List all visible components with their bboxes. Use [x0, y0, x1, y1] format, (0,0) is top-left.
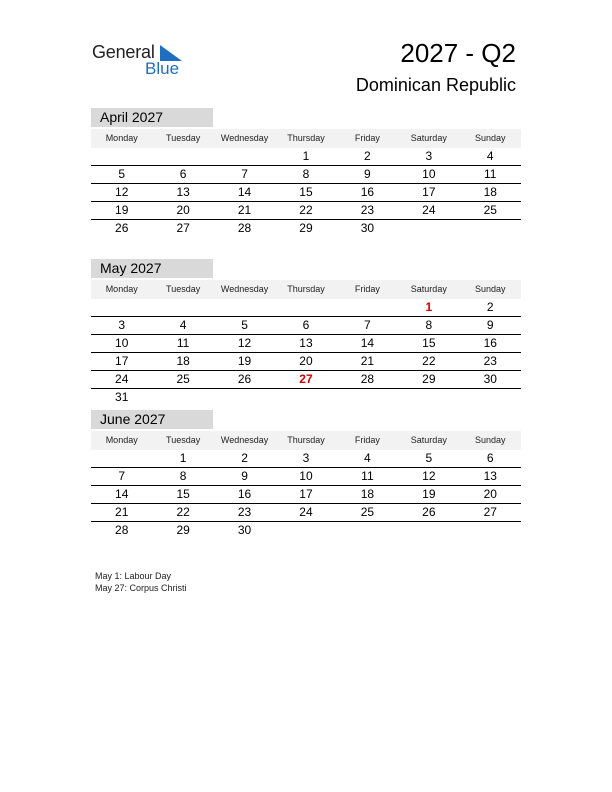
weekday-header: Saturday	[410, 435, 447, 445]
week-row	[91, 353, 521, 371]
day-cell: 26	[237, 372, 252, 386]
day-cell: 17	[299, 487, 313, 501]
day-cell: 5	[241, 318, 248, 332]
holiday-note: May 1: Labour Day	[95, 571, 172, 581]
weekday-header: Friday	[354, 284, 380, 294]
weekday-header: Wednesday	[220, 435, 269, 445]
day-cell: 8	[302, 167, 310, 181]
week-row	[91, 184, 521, 202]
day-cell: 6	[486, 451, 494, 465]
month-label: April 2027	[91, 108, 213, 127]
day-cell	[91, 148, 152, 165]
day-cell: 14	[115, 487, 129, 501]
day-cell: 22	[299, 203, 313, 217]
week-row	[91, 166, 521, 184]
day-cell: 12	[237, 336, 252, 350]
week-row	[91, 335, 521, 353]
day-cell: 25	[360, 505, 375, 519]
weekday-header: Thursday	[287, 435, 325, 445]
day-cell: 10	[115, 336, 129, 350]
weekday-header: Saturday	[410, 133, 447, 143]
day-cell: 9	[364, 167, 371, 181]
day-cell: 25	[176, 372, 190, 386]
logo-text-general: General	[92, 42, 155, 62]
day-cell: 2	[241, 451, 248, 465]
day-cell	[460, 389, 521, 406]
day-cell: 22	[176, 505, 190, 519]
week-row	[91, 317, 521, 335]
day-cell: 3	[425, 149, 433, 163]
day-cell: 4	[486, 149, 494, 163]
day-cell: 24	[299, 505, 313, 519]
day-cell: 27	[176, 221, 190, 235]
day-cell: 14	[237, 185, 252, 199]
weekday-header: Monday	[105, 435, 138, 445]
month-label: May 2027	[91, 259, 213, 278]
day-cell: 18	[360, 487, 375, 501]
day-cell: 28	[115, 523, 129, 537]
day-cell	[214, 148, 275, 165]
day-cell: 13	[483, 469, 497, 483]
day-cell: 19	[115, 203, 129, 217]
weekday-header: Friday	[354, 133, 380, 143]
day-cell: 1	[179, 451, 187, 465]
day-cell: 18	[483, 185, 497, 199]
day-cell: 21	[115, 505, 129, 519]
weekday-header-row	[91, 129, 521, 148]
holiday-note: May 27: Corpus Christi	[95, 583, 187, 593]
day-cell	[398, 389, 459, 406]
weekday-header: Friday	[354, 435, 380, 445]
day-cell: 24	[422, 203, 436, 217]
day-cell: 16	[237, 487, 252, 501]
day-cell	[275, 522, 336, 539]
day-cell: 6	[179, 167, 187, 181]
day-cell: 23	[237, 505, 252, 519]
day-cell: 30	[360, 221, 375, 235]
day-cell: 8	[425, 318, 433, 332]
weekday-header: Sunday	[474, 133, 506, 143]
weekday-header-row	[91, 431, 521, 450]
day-cell: 15	[299, 185, 313, 199]
day-cell	[91, 450, 152, 467]
day-cell: 19	[422, 487, 436, 501]
month-block	[91, 410, 521, 539]
logo-text-blue: Blue	[145, 59, 180, 78]
day-cell: 16	[360, 185, 375, 199]
weekday-header: Wednesday	[220, 133, 269, 143]
day-cell: 13	[176, 185, 190, 199]
day-cell: 12	[115, 185, 129, 199]
week-row	[91, 522, 521, 539]
day-cell	[275, 389, 336, 406]
holiday-notes	[95, 570, 187, 594]
day-cell	[398, 220, 459, 237]
day-cell: 10	[299, 469, 313, 483]
day-cell	[152, 148, 213, 165]
day-cell: 23	[360, 203, 375, 217]
country-name: Dominican Republic	[355, 75, 516, 95]
day-cell	[91, 299, 152, 316]
day-cell: 7	[118, 469, 126, 483]
day-cell: 3	[118, 318, 126, 332]
day-cell: 21	[360, 354, 375, 368]
month-block	[91, 108, 521, 237]
month-label: June 2027	[91, 410, 213, 429]
day-cell: 1	[302, 149, 310, 163]
day-cell: 11	[361, 469, 374, 483]
weekday-header: Monday	[105, 284, 138, 294]
day-cell: 23	[483, 354, 497, 368]
logo	[92, 40, 192, 80]
weekday-header: Monday	[105, 133, 138, 143]
day-cell: 15	[422, 336, 436, 350]
week-row	[91, 202, 521, 220]
day-cell: 19	[237, 354, 252, 368]
week-row	[91, 389, 521, 406]
day-cell: 16	[483, 336, 497, 350]
day-cell: 12	[422, 469, 436, 483]
day-cell: 22	[422, 354, 436, 368]
day-cell: 27	[483, 505, 497, 519]
day-cell: 13	[299, 336, 313, 350]
page-title: 2027 - Q2	[400, 38, 516, 68]
week-row	[91, 450, 521, 468]
day-cell: 11	[176, 336, 190, 350]
day-cell: 18	[176, 354, 190, 368]
day-cell: 3	[302, 451, 310, 465]
day-cell: 29	[299, 221, 313, 235]
weekday-header: Wednesday	[220, 284, 269, 294]
day-cell: 7	[241, 167, 248, 181]
holiday-day-cell: 1	[425, 300, 433, 314]
weekday-header: Thursday	[287, 284, 325, 294]
day-cell: 9	[486, 318, 494, 332]
day-cell: 6	[302, 318, 310, 332]
day-cell: 4	[364, 451, 371, 465]
holiday-day-cell: 27	[299, 372, 313, 386]
day-cell: 8	[179, 469, 187, 483]
day-cell	[460, 522, 521, 539]
day-cell: 20	[299, 354, 313, 368]
day-cell	[152, 299, 213, 316]
weekday-header: Tuesday	[166, 435, 201, 445]
day-cell	[337, 299, 398, 316]
day-cell	[460, 220, 521, 237]
day-cell	[337, 389, 398, 406]
weekday-header: Thursday	[287, 133, 325, 143]
day-cell	[214, 389, 275, 406]
day-cell: 20	[176, 203, 190, 217]
day-cell: 25	[483, 203, 497, 217]
day-cell: 28	[237, 221, 252, 235]
day-cell: 26	[422, 505, 436, 519]
day-cell: 28	[360, 372, 375, 386]
week-row	[91, 486, 521, 504]
day-cell: 2	[364, 149, 371, 163]
weekday-header: Tuesday	[166, 133, 201, 143]
day-cell: 30	[237, 523, 252, 537]
day-cell: 21	[237, 203, 252, 217]
day-cell: 2	[486, 300, 494, 314]
day-cell: 5	[118, 167, 126, 181]
day-cell	[214, 299, 275, 316]
day-cell: 7	[364, 318, 371, 332]
day-cell: 29	[422, 372, 436, 386]
week-row	[91, 504, 521, 522]
day-cell: 30	[483, 372, 497, 386]
day-cell: 31	[115, 390, 129, 404]
day-cell: 15	[176, 487, 190, 501]
weekday-header: Saturday	[410, 284, 447, 294]
weekday-header-row	[91, 280, 521, 299]
day-cell: 29	[176, 523, 190, 537]
day-cell: 10	[422, 167, 436, 181]
week-row	[91, 148, 521, 166]
month-block	[91, 259, 521, 406]
day-cell	[152, 389, 213, 406]
week-row	[91, 468, 521, 486]
weekday-header: Tuesday	[166, 284, 201, 294]
week-row	[91, 220, 521, 237]
day-cell: 11	[484, 167, 497, 181]
day-cell: 4	[179, 318, 187, 332]
day-cell: 5	[425, 451, 433, 465]
day-cell: 14	[360, 336, 375, 350]
day-cell: 24	[115, 372, 129, 386]
day-cell: 9	[241, 469, 248, 483]
weekday-header: Sunday	[474, 435, 506, 445]
day-cell	[337, 522, 398, 539]
day-cell	[275, 299, 336, 316]
day-cell	[398, 522, 459, 539]
week-row	[91, 371, 521, 389]
week-row	[91, 299, 521, 317]
day-cell: 17	[115, 354, 129, 368]
day-cell: 20	[483, 487, 497, 501]
day-cell: 17	[422, 185, 436, 199]
day-cell: 26	[115, 221, 129, 235]
weekday-header: Sunday	[474, 284, 506, 294]
